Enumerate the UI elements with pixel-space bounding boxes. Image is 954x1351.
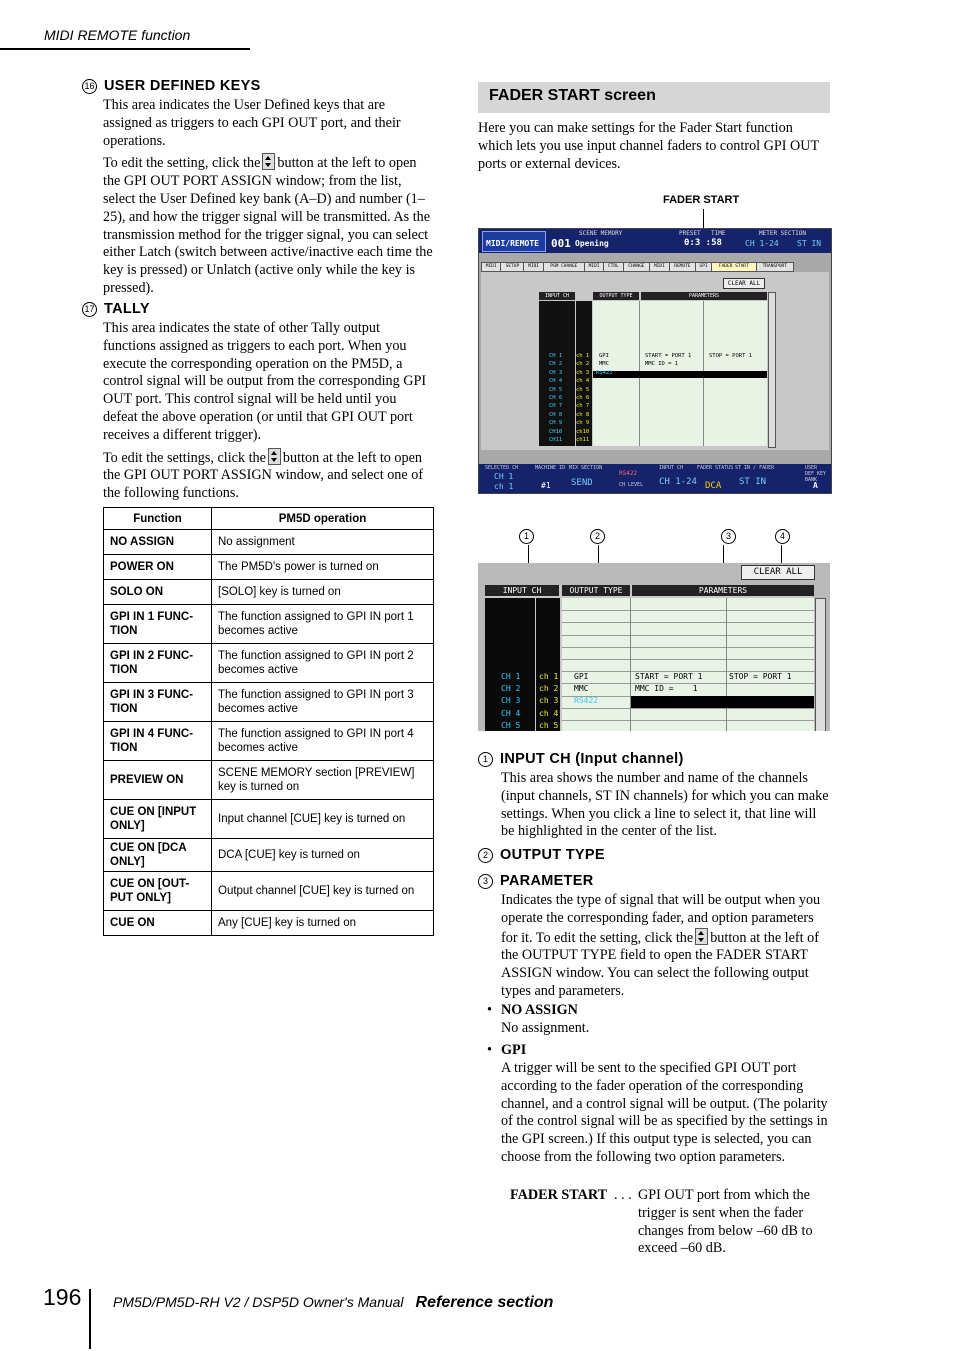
zoom-ch-name[interactable]: ch 4 <box>539 708 559 718</box>
intro-paragraph: Here you can make settings for the Fader Start function which lets you use input channel faders to control GPI OUT ports or external devices. <box>478 120 819 172</box>
zoom-parameter-1[interactable]: MMC ID = 1 <box>635 684 698 694</box>
callout-number: 3 <box>721 529 736 544</box>
callout-numbers <box>478 528 830 568</box>
tab-pgm-change[interactable]: PGM CHANGE <box>543 262 585 272</box>
d3-para-b: button at the left of the OUTPUT TYPE field to open the FADER START ASSIGN window. You can select the following output types and parameters. <box>501 929 819 999</box>
screen-panel <box>481 272 829 450</box>
parameter-value[interactable]: START = PORT 1 <box>645 353 692 359</box>
table-cell-operation: SCENE MEMORY section [PREVIEW] key is turned on <box>212 761 434 800</box>
preset-label: PRESET <box>679 230 701 237</box>
st-in-label: ST IN / FADER <box>735 465 775 471</box>
b2-title: GPI <box>501 1042 527 1058</box>
d1-paragraph: This area shows the number and name of the channels (input channels, ST IN channels) for which you can make settings. When you click a line to select it, that line will be highlighted in the center of the list. <box>501 770 829 840</box>
up-down-button-icon <box>268 448 281 465</box>
function-display <box>482 231 546 252</box>
fader-start-callout: FADER START <box>663 194 740 206</box>
table-row <box>104 911 434 936</box>
function-name: MIDI/REMOTE <box>486 239 539 248</box>
tab-gpi[interactable]: GPI <box>695 262 712 272</box>
item17-body <box>103 320 433 503</box>
section-heading-box <box>478 82 830 113</box>
ch-name[interactable]: ch11 <box>576 437 590 443</box>
ch-number[interactable]: CH10 <box>549 428 563 435</box>
ch-name[interactable]: ch 3 <box>576 369 590 376</box>
zoom-channel-rows <box>485 672 815 731</box>
d3-title: PARAMETER <box>500 873 594 889</box>
input-ch-value: CH 1-24 <box>659 477 697 487</box>
zoom-ch-name[interactable]: ch 2 <box>539 684 559 694</box>
table-row <box>104 761 434 800</box>
footer-text <box>113 1294 553 1312</box>
meter-a: CH 1-24 <box>745 239 779 248</box>
item16-heading <box>82 78 261 94</box>
scene-number: 001 <box>551 237 571 250</box>
col-input-ch: INPUT CH <box>539 292 575 300</box>
grid-line <box>562 647 814 648</box>
d2-number: 2 <box>478 848 493 863</box>
zoom-col-input-ch: INPUT CH <box>485 585 559 596</box>
up-down-button-icon <box>262 153 275 170</box>
level-indicator: CH LEVEL <box>619 482 644 488</box>
table-cell-function: GPI IN 1 FUNC-TION <box>104 605 212 644</box>
table-cell-operation: The function assigned to GPI IN port 1 becomes active <box>212 605 434 644</box>
d3-heading <box>478 873 593 889</box>
manual-title: PM5D/PM5D-RH V2 / DSP5D Owner's Manual <box>113 1294 404 1310</box>
ch-name[interactable]: ch 2 <box>576 361 590 368</box>
up-down-button-icon <box>695 928 708 945</box>
screen-top-bar <box>479 229 831 253</box>
table-row <box>104 580 434 605</box>
time-label: TIME <box>711 230 726 237</box>
zoom-scrollbar[interactable] <box>815 598 826 731</box>
scrollbar[interactable] <box>768 292 776 448</box>
item17-para2-b: button at the left to open the GPI OUT PORT ASSIGN window, and select one of the following functions. <box>103 449 424 502</box>
fs-dots: . . . <box>614 1187 632 1203</box>
selected-ch: CH 1 <box>494 472 514 481</box>
item17-para2-a: To edit the settings, click the <box>103 449 266 466</box>
table-cell-function: GPI IN 4 FUNC-TION <box>104 722 212 761</box>
item17-para1: This area indicates the state of other Tally output functions assigned as triggers to each port. When you execute the corresponding operation on the PM5D, a control signal will be output from the corresponding GPI OUT port. This control signal will be held until you defeat the above operation (or until that GPI OUT port receives a different trigger). <box>103 320 427 443</box>
zoom-output-type[interactable]: GPI <box>574 672 589 681</box>
b1-paragraph: No assignment. <box>501 1020 590 1036</box>
tab-midi[interactable]: MIDI <box>481 262 501 272</box>
ch-number[interactable]: CH 6 <box>549 395 563 401</box>
zoom-output-type[interactable]: RS422 <box>574 696 599 706</box>
tab-setup[interactable]: SETUP <box>500 262 524 272</box>
table-cell-operation: No assignment <box>212 530 434 555</box>
ch-name[interactable]: ch 5 <box>576 386 590 393</box>
screen-tab-bar[interactable] <box>481 262 829 271</box>
item16-para2 <box>103 153 433 297</box>
item17-number: 17 <box>82 302 97 317</box>
table-cell-operation: DCA [CUE] key is turned on <box>212 839 434 872</box>
tab-remote[interactable]: REMOTE <box>669 262 697 272</box>
b1-title: NO ASSIGN <box>501 1002 578 1018</box>
table-cell-function: CUE ON [DCA ONLY] <box>104 839 212 872</box>
table-cell-operation: Output channel [CUE] key is turned on <box>212 872 434 911</box>
table-row <box>104 683 434 722</box>
machine-id: #1 <box>541 481 551 490</box>
tab-fader-start[interactable]: FADER START <box>711 262 757 272</box>
ch-number[interactable]: CH 8 <box>549 411 563 418</box>
table-cell-operation: The PM5D's power is turned on <box>212 555 434 580</box>
table-cell-function: GPI IN 3 FUNC-TION <box>104 683 212 722</box>
bullet-dot-1: • <box>487 1002 492 1018</box>
zoom-parameter-2[interactable]: STOP = PORT 1 <box>729 672 792 681</box>
table-header-operation: PM5D operation <box>212 508 434 530</box>
table-cell-function: NO ASSIGN <box>104 530 212 555</box>
ch-number[interactable]: CH 3 <box>549 369 563 376</box>
d3-paragraph <box>501 892 829 1001</box>
fs-definition: GPI OUT port from which the trigger is sent when the fader changes from below –60 dB to exceed –60 dB. <box>638 1187 813 1257</box>
ch-name[interactable]: ch10 <box>576 428 590 435</box>
d1-heading <box>478 751 684 767</box>
fs-term: FADER START <box>510 1187 608 1203</box>
item16-para2-b: button at the left to open the GPI OUT PORT ASSIGN window; from the list, select the User Defined key bank (A–D) and number (1–25), and how the trigger signal will be transmitted. As the transmission method for the trigger signal, you can select either Latch (switch between active/inactive each time the key is pressed) or Unlatch (active only while the key is pressed). <box>103 155 433 296</box>
zoom-parameter-1[interactable]: START = PORT 1 <box>635 672 703 681</box>
st-in-value: ST IN <box>739 477 767 487</box>
table-cell-operation: The function assigned to GPI IN port 4 becomes active <box>212 722 434 761</box>
callout-number: 1 <box>519 529 534 544</box>
table-row <box>104 530 434 555</box>
table-cell-function: CUE ON [OUT-PUT ONLY] <box>104 872 212 911</box>
table-cell-operation: [SOLO] key is turned on <box>212 580 434 605</box>
user-def-label: USER DEF KEY BANK <box>805 465 827 483</box>
table-header-row <box>104 508 434 530</box>
table-row <box>104 605 434 644</box>
grid-line <box>562 622 814 623</box>
grid-line <box>562 635 814 636</box>
item17-heading <box>82 301 150 317</box>
zoom-ch-name[interactable]: ch 1 <box>539 672 559 681</box>
zoom-ch-name[interactable]: ch 5 <box>539 720 559 730</box>
table-cell-function: CUE ON [INPUT ONLY] <box>104 800 212 839</box>
running-header: MIDI REMOTE function <box>44 27 191 43</box>
table-cell-operation: Any [CUE] key is turned on <box>212 911 434 936</box>
output-type-value[interactable]: RS422 <box>596 369 613 376</box>
ch-name[interactable]: ch 1 <box>576 353 590 359</box>
tab-midi[interactable]: MIDI <box>649 262 669 272</box>
item16-number: 16 <box>82 79 97 94</box>
tab-midi[interactable]: MIDI <box>523 262 543 272</box>
zoom-ch-number[interactable]: CH 5 <box>501 720 521 730</box>
zoom-output-type[interactable]: MMC <box>574 684 589 694</box>
zoom-ch-number[interactable]: CH 2 <box>501 684 521 694</box>
time-display: 0:3 :58 <box>684 238 722 248</box>
d3-para-a: Indicates the type of signal that will be output when you operate the corresponding fader, and option parameters for it. To edit the setting, click the <box>501 892 821 946</box>
bullet-dot-2: • <box>487 1042 492 1058</box>
fader-status: DCA <box>705 481 722 491</box>
table-row <box>104 800 434 839</box>
item17-para2 <box>103 448 433 503</box>
zoom-ch-name[interactable]: ch 3 <box>539 696 559 706</box>
table-cell-function: SOLO ON <box>104 580 212 605</box>
fader-start-zoom <box>478 563 830 731</box>
table-row <box>104 644 434 683</box>
clear-all-button[interactable]: CLEAR ALL <box>723 278 765 289</box>
header-rule <box>0 48 250 50</box>
fader-status-label: FADER STATUS <box>697 465 734 471</box>
input-ch-label: INPUT CH <box>659 465 684 471</box>
tab-midi[interactable]: MIDI <box>584 262 604 272</box>
zoom-col-output-type: OUTPUT TYPE <box>562 585 630 596</box>
output-type-value[interactable]: GPI <box>599 353 609 359</box>
col-parameters: PARAMETERS <box>641 292 767 300</box>
zoom-ch-number[interactable]: CH 4 <box>501 708 521 718</box>
table-row <box>104 722 434 761</box>
table-cell-operation: The function assigned to GPI IN port 3 becomes active <box>212 683 434 722</box>
meter-b: ST IN <box>797 239 822 248</box>
item16-para2-a: To edit the setting, click the <box>103 155 261 172</box>
tab-change[interactable]: CHANGE <box>623 262 651 272</box>
screen-bottom-bar <box>479 464 831 493</box>
machine-id-label: MACHINE ID <box>535 465 566 471</box>
table-cell-function: CUE ON <box>104 911 212 936</box>
reference-section: Reference section <box>415 1294 554 1311</box>
callout-number: 4 <box>775 529 790 544</box>
ch-name[interactable]: ch 9 <box>576 420 590 427</box>
d1-number: 1 <box>478 752 493 767</box>
table-cell-operation: Input channel [CUE] key is turned on <box>212 800 434 839</box>
table-row <box>104 839 434 872</box>
d1-title: INPUT CH (Input channel) <box>500 751 684 767</box>
ch-number[interactable]: CH 2 <box>549 361 563 368</box>
item16-title: USER DEFINED KEYS <box>104 78 261 94</box>
page-number: 196 <box>43 1284 82 1310</box>
table-row <box>104 555 434 580</box>
fader-start-screen <box>478 228 832 494</box>
ch-number[interactable]: CH 1 <box>549 353 563 359</box>
parameter-value[interactable]: STOP = PORT 1 <box>709 353 753 359</box>
selected-ch-label: SELECTED CH <box>485 465 519 471</box>
d3-number: 3 <box>478 874 493 889</box>
ch-number[interactable]: CH 4 <box>549 378 563 385</box>
meter-section-label: METER SECTION <box>759 230 806 237</box>
grid-line <box>562 610 814 611</box>
table-header-function: Function <box>104 508 212 530</box>
ch-number[interactable]: CH 9 <box>549 420 563 427</box>
user-def-bank: A <box>813 481 818 490</box>
item16-para1: This area indicates the User Defined keys that are assigned as triggers to each GPI OUT port, and their operations. <box>103 97 401 149</box>
zoom-col-parameters: PARAMETERS <box>632 585 814 596</box>
table-cell-operation: The function assigned to GPI IN port 2 becomes active <box>212 644 434 683</box>
d2-title: OUTPUT TYPE <box>500 847 605 863</box>
ch-number[interactable]: CH 5 <box>549 386 563 393</box>
ch-name[interactable]: ch 6 <box>576 395 590 401</box>
channel-rows <box>539 353 769 445</box>
b2-paragraph: A trigger will be sent to the specified GPI OUT port according to the fader operation of the corresponding channel, and a control signal will be output. (The polarity of the control signal will be as specified by the settings in the GPI screen.) If this output type is selected, you can choose from the following two option parameters. <box>501 1060 828 1165</box>
item16-body <box>103 97 433 298</box>
table-cell-function: GPI IN 2 FUNC-TION <box>104 644 212 683</box>
mix-section: SEND <box>571 478 593 488</box>
scene-memory-label: SCENE MEMORY <box>579 230 623 237</box>
table-body <box>104 530 434 936</box>
ch-name[interactable]: ch 8 <box>576 411 590 418</box>
table-row <box>104 872 434 911</box>
parameter-value[interactable]: MMC ID = 1 <box>645 361 679 368</box>
section-title: FADER START screen <box>489 87 656 104</box>
tab-transport[interactable]: TRANSPORT <box>756 262 794 272</box>
col-output-type: OUTPUT TYPE <box>593 292 639 300</box>
zoom-ch-number[interactable]: CH 3 <box>501 696 521 706</box>
grid-line <box>562 659 814 660</box>
callout-number: 2 <box>590 529 605 544</box>
footer-rule <box>89 1289 91 1349</box>
scene-name: Opening <box>575 239 609 248</box>
mix-section-label: MIX SECTION <box>569 465 603 471</box>
ch-number[interactable]: CH11 <box>549 437 563 443</box>
output-type-value[interactable]: MMC <box>599 361 609 368</box>
ch-number[interactable]: CH 7 <box>549 403 563 410</box>
table-cell-function: POWER ON <box>104 555 212 580</box>
mode-indicator: RS422 <box>619 470 638 477</box>
tab-ctrl[interactable]: CTRL <box>603 262 623 272</box>
ch-name[interactable]: ch 4 <box>576 378 590 385</box>
selected-ch-name: ch 1 <box>494 482 514 491</box>
item17-title: TALLY <box>104 301 150 317</box>
ch-name[interactable]: ch 7 <box>576 403 590 410</box>
d2-heading <box>478 847 605 863</box>
clear-all-button-zoom[interactable]: CLEAR ALL <box>741 565 815 580</box>
table-cell-function: PREVIEW ON <box>104 761 212 800</box>
tally-function-table <box>103 507 434 936</box>
zoom-ch-number[interactable]: CH 1 <box>501 672 521 681</box>
